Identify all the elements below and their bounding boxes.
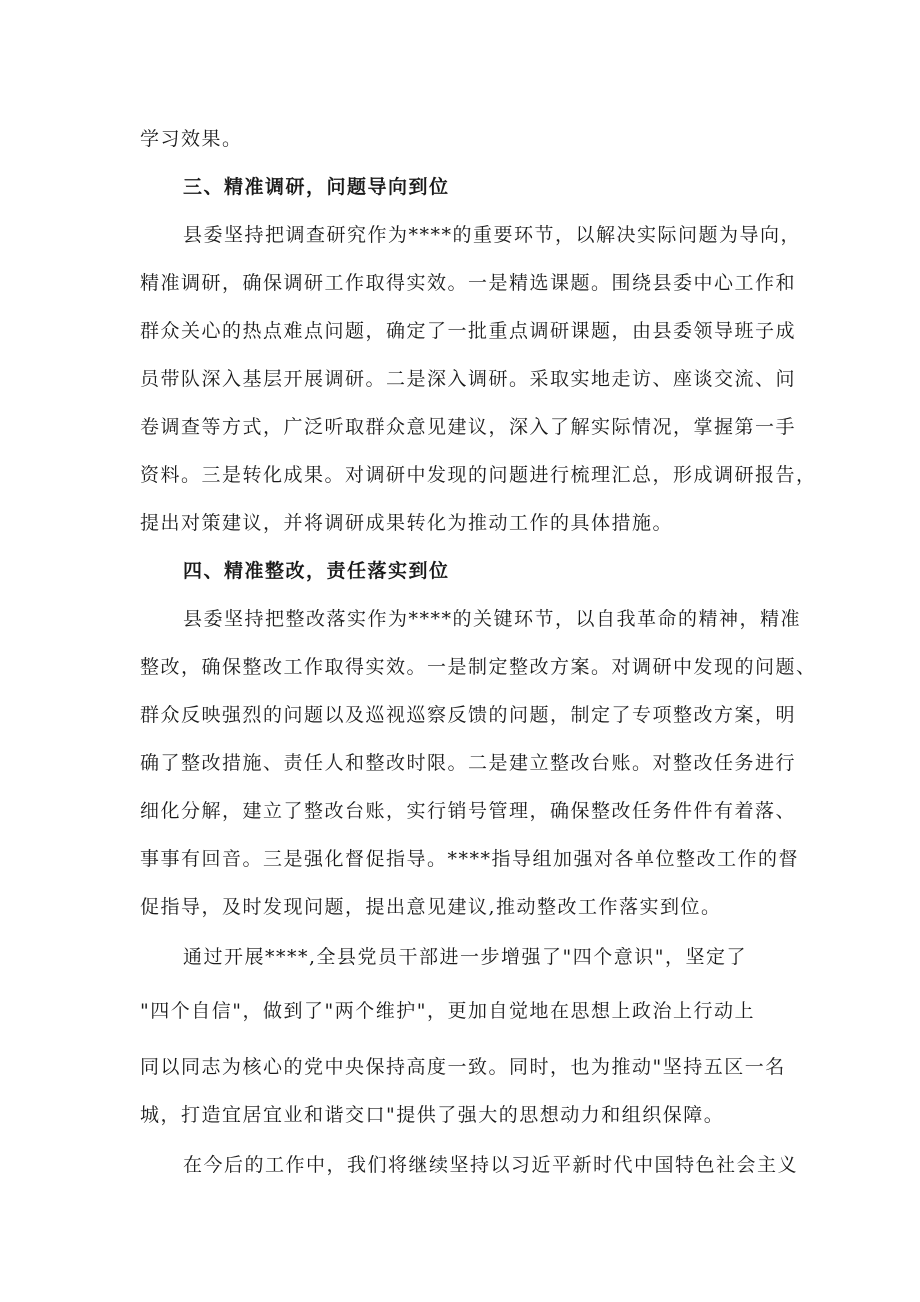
- paragraph-line: 学习效果。: [140, 128, 243, 150]
- paragraph-line: 事事有回音。三是强化督促指导。****指导组加强对各单位整改工作的督: [140, 848, 800, 870]
- paragraph-line: 县委坚持把整改落实作为****的关键环节，以自我革命的精神，精准: [183, 608, 802, 630]
- paragraph-line: 城，打造宜居宜业和谐交口"提供了强大的思想动力和组织保障。: [140, 1104, 725, 1126]
- paragraph-line: 卷调查等方式，广泛听取群众意见建议，深入了解实际情况，掌握第一手: [140, 416, 797, 438]
- paragraph-line: 员带队深入基层开展调研。二是深入调研。采取实地走访、座谈交流、问: [140, 368, 797, 390]
- paragraph-line: 促指导，及时发现问题，提出意见建议,推动整改工作落实到位。: [140, 896, 722, 918]
- paragraph-line: 通过开展****,全县党员干部进一步增强了"四个意识"，坚定了: [183, 946, 748, 968]
- paragraph-line: 群众反映强烈的问题以及巡视巡察反馈的问题，制定了专项整改方案，明: [140, 704, 797, 726]
- paragraph-line: 同以同志为核心的党中央保持高度一致。同时，也为推动"坚持五区一名: [140, 1056, 786, 1078]
- paragraph-line: 细化分解，建立了整改台账，实行销号管理，确保整改任务件件有着落、: [140, 800, 797, 822]
- paragraph-line: 确了整改措施、责任人和整改时限。二是建立整改台账。对整改任务进行: [140, 752, 797, 774]
- paragraph-line: 群众关心的热点难点问题，确定了一批重点调研课题，由县委领导班子成: [140, 320, 797, 342]
- paragraph-line: 县委坚持把调查研究作为****的重要环节，以解决实际问题为导向，: [183, 224, 802, 246]
- paragraph-line: 资料。三是转化成果。对调研中发现的问题进行梳理汇总，形成调研报告，: [140, 464, 817, 486]
- paragraph-line: 提出对策建议，并将调研成果转化为推动工作的具体措施。: [140, 512, 674, 534]
- section-heading: 四、精准整改，责任落实到位: [183, 560, 450, 582]
- section-heading: 三、精准调研，问题导向到位: [183, 176, 450, 198]
- paragraph-line: "四个自信"，做到了"两个维护"，更加自觉地在思想上政治上行动上: [140, 1000, 755, 1022]
- paragraph-line: 整改，确保整改工作取得实效。一是制定整改方案。对调研中发现的问题、: [140, 656, 817, 678]
- paragraph-line: 精准调研，确保调研工作取得实效。一是精选课题。围绕县委中心工作和: [140, 272, 797, 294]
- paragraph-line: 在今后的工作中，我们将继续坚持以习近平新时代中国特色社会主义: [183, 1154, 799, 1176]
